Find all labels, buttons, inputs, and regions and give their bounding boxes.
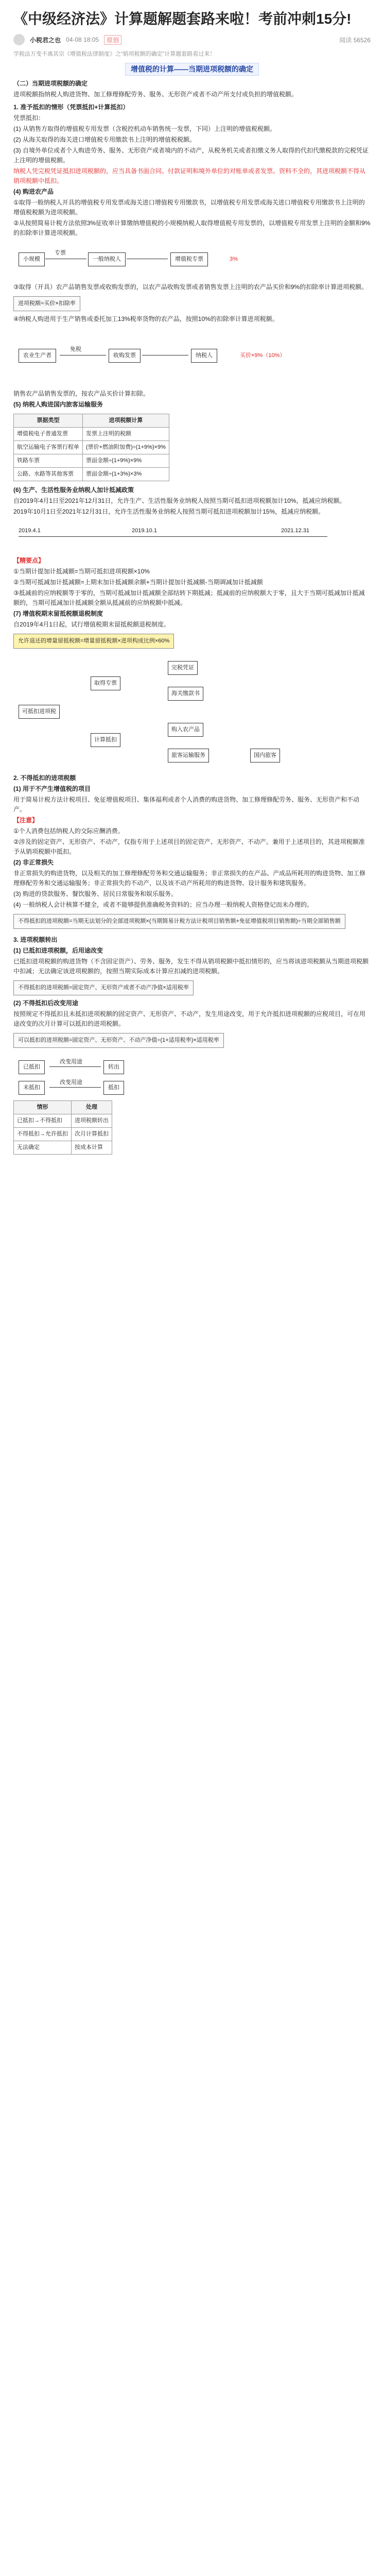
table-cell: 航空运输电子客票行程单 (14, 441, 83, 454)
tree-node: 国内旅客 (250, 749, 280, 762)
timeline-label: 2019.10.1 (132, 528, 157, 534)
column-header: 情形 (14, 1101, 72, 1114)
paragraph: (2) 非正常损失 (13, 859, 54, 866)
view-count: 阅读 56526 (339, 36, 371, 44)
article-header (0, 0, 384, 58)
paragraph: ①个人消费包括纳税人的交际应酬消费。 (13, 827, 124, 835)
article-meta (13, 34, 371, 45)
paragraph: 自2019年4月1日起，试行增值税期末留抵税额退税制度。 (13, 621, 170, 628)
formula: 允许退还的增量留抵税额=增量留抵税额×进项构成比例×60% (13, 634, 174, 649)
table-cell: (票价+燃油附加费)÷(1+9%)×9% (83, 441, 169, 454)
table-row (14, 428, 169, 441)
section-title (13, 63, 371, 76)
table-cell: 公路、水路等其他客票 (14, 468, 83, 481)
formula: 不得抵扣的进项税额=固定资产、无形资产或者不动产净值×适用税率 (13, 980, 194, 995)
table-row (14, 454, 169, 468)
flow-label: 专票 (55, 250, 66, 256)
heading-not: 2. 不得抵扣的进项税额 (13, 774, 76, 782)
flow-box: 转出 (103, 1060, 124, 1074)
tree-node: 取得专票 (91, 676, 120, 690)
timeline-axis (19, 536, 327, 537)
paragraph: (1) 从销售方取得的增值税专用发票（含税控机动车销售统一发票，下同）上注明的增值税税额。 (13, 125, 276, 132)
tree-node: 旅客运输服务 (168, 749, 209, 762)
flow-label: 免税 (70, 346, 81, 352)
paragraph: 【精要点】 (13, 557, 45, 564)
table-cell: 无法确定 (14, 1141, 72, 1155)
paragraph: (1) 用于不产生增值税的项目 (13, 785, 91, 792)
flow-diagram-1 (13, 242, 371, 278)
tree-node: 海关缴款书 (168, 687, 203, 701)
paragraph: 用于简易计税方法计税项目、免征增值税项目、集体福利或者个人消费的购进货物、加工修理修配劳务、服务、无形资产和不动产。 (13, 796, 360, 813)
paragraph: ②从按照简易计税方法依照3%征收率计算缴纳增值税的小规模纳税人取得增值税专用发票的，以增值税专用发票上注明的金额和9%的扣除率计算进项税额。 (13, 219, 371, 236)
table-row (14, 1114, 112, 1128)
article-intro: 学税法万变不离其宗《增值税法律制度》之“销项税额的确定”计算题套路看过来！ (13, 51, 216, 57)
table-cell: 发票上注明的税额 (83, 428, 169, 441)
flow-box: 未抵扣 (19, 1081, 45, 1095)
paragraph: 凭票抵扣： (13, 114, 45, 122)
paragraph: (3) 购进的贷款服务、餐饮服务、居民日常服务和娱乐服务。 (13, 890, 178, 897)
table-cell: 铁路车票 (14, 454, 83, 468)
paragraph: (3) 自境外单位或者个人购进劳务、服务、无形资产或者境内的不动产，从税务机关或者扣缴义务人取得的代扣代缴税款的完税凭证上注明的增值税额。 (13, 147, 369, 164)
paragraph: ④纳税人购进用于生产销售或委托加工13%税率货物的农产品，按照10%的扣除率计算进项税额。 (13, 315, 278, 323)
paragraph: (6) 生产、生活性服务业纳税人加计抵减政策 (13, 486, 134, 494)
tree-node: 完税凭证 (168, 661, 198, 675)
paragraph: 2019年10月1日至2021年12月31日，允许生活性服务业纳税人按照当期可抵扣进项税额加计15%，抵减应纳税额。 (13, 508, 325, 515)
table-cell: 按成本计算 (72, 1141, 112, 1155)
paragraph-highlight: 纳税人凭完税凭证抵扣进项税额的，应当具备书面合同、付款证明和境外单位的对账单或者发票。资料不全的，其进项税额不得从销项税额中抵扣。 (13, 167, 366, 184)
table-cell: 已抵扣→不得抵扣 (14, 1114, 72, 1128)
paragraph: (7) 增值税期末留抵税额退税制度 (13, 610, 103, 617)
paragraph: ①取得一般纳税人开具的增值税专用发票或海关进口增值税专用缴款书，以增值税专用发票或海关进口增值税专用缴款书上注明的增值税税额为进项税额。 (13, 199, 365, 216)
paragraph: 【注意】 (13, 817, 39, 824)
flow-label: 改变用途 (60, 1079, 82, 1086)
tree-node: 计算抵扣 (91, 733, 120, 747)
flow-diagram-3 (13, 1055, 371, 1096)
table-cell: 票面金额÷(1+9%)×9% (83, 454, 169, 468)
avatar[interactable] (13, 34, 25, 45)
paragraph: (1) 已抵扣进项税额，后用途改变 (13, 947, 103, 954)
timeline (13, 521, 371, 552)
heading-transfer: 3. 进项税额转出 (13, 936, 58, 943)
paragraph: 销售农产品销售发票的，按农产品买价计算扣除。 (13, 390, 150, 397)
table-row (14, 1128, 112, 1141)
table-cell: 增值税电子普通发票 (14, 428, 83, 441)
column-header: 处理 (72, 1101, 112, 1114)
column-header: 票据类型 (14, 414, 83, 428)
flow-label: 买价×9%（10%） (240, 352, 286, 359)
publish-date: 04-08 18:05 (66, 36, 99, 43)
paragraph: (4) 购进农产品 (13, 188, 54, 195)
flow-box: 一般纳税人 (88, 252, 126, 266)
author-name[interactable]: 小税君之也 (30, 36, 61, 44)
article-body (0, 63, 384, 1155)
flow-box: 已抵扣 (19, 1060, 45, 1074)
paragraph: (5) 纳税人购进国内旅客运输服务 (13, 401, 103, 408)
flow-box: 抵扣 (103, 1081, 124, 1095)
article-title: 《中级经济法》计算题解题套路来啦！考前冲刺15分! (13, 11, 352, 27)
table-row (14, 441, 169, 454)
paragraph: 非正常损失的购进货物，以及相关的加工修理修配劳务和交通运输服务；非正常损失的在产品、产成品所耗用的购进货物、加工修理修配劳务和交通运输服务；非正常损失的不动产，以及该不动产所耗用的购进货物、设计服务和建筑服务。 (13, 870, 366, 887)
sub-heading: （二）当期进项税额的确定 (13, 80, 88, 87)
paragraph: ②涉及的固定资产、无形资产、不动产，仅指专用于上述项目的固定资产、无形资产、不动产。兼用于上述项目的，其进项税额准予从销项税额中抵扣。 (13, 838, 365, 855)
paragraph: 已抵扣进项税额的购进货物（不含固定资产）、劳务、服务，发生不得从销项税额中抵扣情形的，应当将该进项税额从当期进项税额中扣减；无法确定该进项税额的，按照当期实际成本计算应扣减的进项税额。 (13, 958, 369, 975)
flow-box: 增值税专票 (170, 252, 208, 266)
paragraph: (2) 从海关取得的海关进口增值税专用缴款书上注明的增值税税额。 (13, 136, 196, 143)
tree-node: 购入农产品 (168, 723, 203, 737)
table-header-row (14, 1101, 112, 1114)
timeline-label: 2021.12.31 (281, 528, 310, 534)
original-badge: 原创 (104, 35, 121, 45)
table-header-row (14, 414, 169, 428)
heading-general: 1. 准予抵扣的情形（凭票抵扣+计算抵扣） (13, 104, 129, 111)
paragraph: ③取得（开具）农产品销售发票或收购发票的，以农产品收购发票或者销售发票上注明的农产品买价和9%的扣除率计算进项税额。 (13, 283, 368, 291)
paragraph: ③抵减前的应纳税额等于零的，当期可抵减加计抵减额全部结转下期抵减；抵减前的应纳税额大于零，且大于当期可抵减加计抵减额的，当期可抵减加计抵减额全额从抵减前的应纳税额中抵减。 (13, 589, 365, 606)
formula: 不得抵扣的进项税额=当期无法划分的全部进项税额×(当期简易计税方法计税项目销售额+免征增值税项目销售额)÷当期全部销售额 (13, 914, 345, 929)
tree-diagram (13, 656, 371, 769)
timeline-label: 2019.4.1 (19, 528, 41, 534)
paragraph: 进项税额指纳税人购进货物、加工修理修配劳务、服务、无形资产或者不动产所支付或负担的增值税额。 (13, 91, 298, 98)
paragraph: (2) 不得抵扣后改变用途 (13, 999, 79, 1007)
transport-table (13, 414, 169, 481)
table-cell: 不得抵扣→允许抵扣 (14, 1128, 72, 1141)
paragraph: ②当期可抵减加计抵减额=上期末加计抵减额余额+当期计提加计抵减额-当期调减加计抵减额 (13, 579, 263, 586)
flow-label: 改变用途 (60, 1059, 82, 1065)
table-row (14, 1141, 112, 1155)
flow-box: 纳税人 (191, 349, 217, 363)
flow-label: 3% (230, 256, 238, 262)
flow-diagram-2 (13, 328, 371, 385)
paragraph: (4) 一般纳税人会计核算不健全，或者不能够提供准确税务资料的；应当办理一般纳税人资格登记而未办理的。 (13, 901, 313, 908)
paragraph: 按照规定不得抵扣且未抵扣进项税额的固定资产、无形资产、不动产，发生用途改变，用于允许抵扣进项税额的应税项目，可在用途改变的次月计算可以抵扣的进项税额。 (13, 1010, 366, 1027)
formula: 可以抵扣的进项税额=固定资产、无形资产、不动产净值÷(1+适用税率)×适用税率 (13, 1033, 224, 1048)
table-cell: 票面金额÷(1+3%)×3% (83, 468, 169, 481)
flow-box: 农业生产者 (19, 349, 56, 363)
table-row (14, 468, 169, 481)
flow-box: 小规模 (19, 252, 45, 266)
flow-box: 收购发票 (109, 349, 141, 363)
formula: 进项税额=买价×扣除率 (13, 296, 80, 311)
tree-root: 可抵扣进项税 (19, 705, 60, 719)
paragraph: ①当期计提加计抵减额=当期可抵扣进项税额×10% (13, 568, 150, 575)
summary-table (13, 1100, 112, 1155)
column-header: 进项税额计算 (83, 414, 169, 428)
table-cell: 进项税额转出 (72, 1114, 112, 1128)
paragraph: 自2019年4月1日至2021年12月31日，允许生产、生活性服务业纳税人按照当期可抵扣进项税额加计10%，抵减应纳税额。 (13, 497, 346, 504)
section-title-text: 增值税的计算——当期进项税额的确定 (125, 63, 259, 76)
table-cell: 次月计算抵扣 (72, 1128, 112, 1141)
